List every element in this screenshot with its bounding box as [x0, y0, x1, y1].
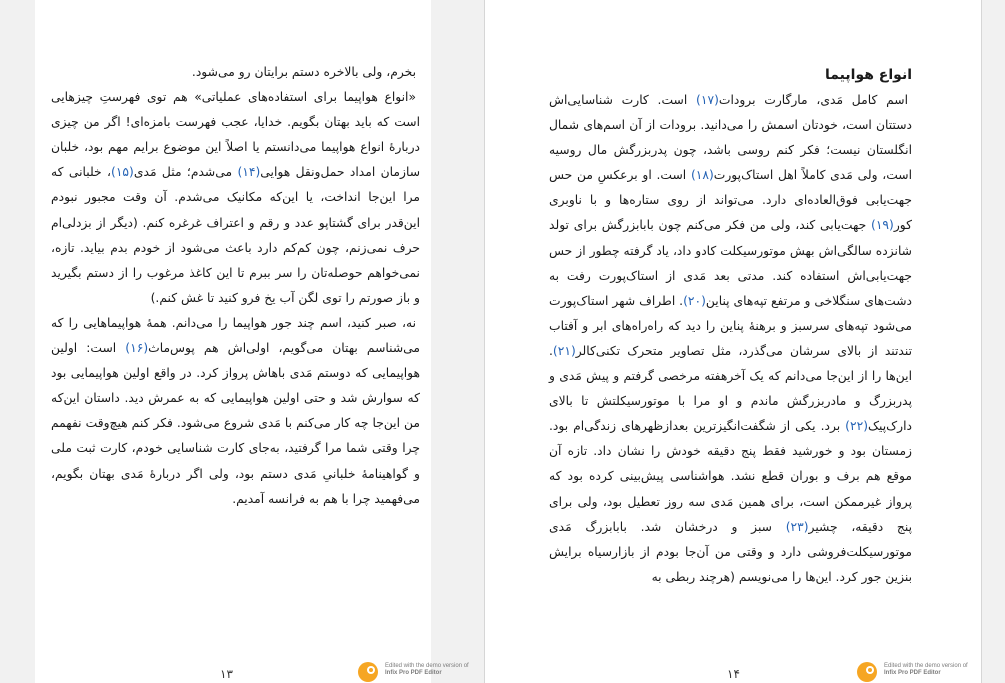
text-run: سبز و درخشان شد. بابابزرگ مَدی موتورسیکلت‌فروشی دارد و وقتی من آن‌جا بودم از بازارسیاه برایش بنزین جور کرد. این‌ها را می‌نویسم (هرچند ربطی به — [549, 519, 912, 584]
section-heading: انواع هواپیما — [825, 67, 912, 83]
text-run: برد. یکی از شگفت‌انگیزترین بعدازظهرهای زندگی‌ام بود. زمستان بود و خورشید فقط پنج دقیقه خودش را نشان داد. تازه آن موقع هم برف و بوران قطع نشد. هواشناسی پیش‌بینی کرده بود که پرواز غیرممکن است، برای همین مَدی سه روز تعطیل بود، ولی برای پنج دقیقه، چشیر — [549, 419, 912, 534]
text-run: . این‌ها را از این‌جا می‌دانم که یک آخرهفته مرخصی گرفتم و پیش مَدی و پدربزرگ و مادربزرگش ماندم و او مرا با موتورسیکلتش تا بالای دارک‌پیک — [549, 343, 912, 434]
text-run: بخرم، ولی بالاخره دستم برایتان رو می‌شود. — [191, 65, 416, 79]
watermark-line1: Edited with the demo version of — [884, 663, 968, 669]
text-run: «انواع هواپیما برای استفاده‌های عملیاتی» هم توی فهرستِ چیزهایی است که باید بهتان بگویم. خدایا، عجب فهرست بامزه‌ای! اگر من چیزی دربارهٔ انواع هواپیما می‌دانستم یا اصلاً این موضوع برایم مهم بود، خلبان سازمان امداد حمل‌ونقل هوایی — [51, 90, 421, 180]
text-run: جهت‌یابی کند، ولی من فکر می‌کنم چون بابابزرگش برای تولد شانزده سالگی‌اش بهش موتورسیکلت کادو داد، یاد گرفته چطور از حس جهت‌یابی‌اش استفاده کند. مدتی بعد مَدی از استاک‌پورت رفت به دشت‌های سنگلاخی و مرتفع تپه‌های پناین — [549, 218, 912, 308]
text-run: نه، صبر کنید، اسم چند جور هواپیما را می‌دانم. همهٔ هواپیماهایی را که می‌شناسم بهتان می‌گویم، اولی‌اش هم پوس‌ماث — [51, 315, 421, 356]
page-13 — [35, 0, 469, 683]
page-14 — [484, 0, 982, 683]
right-page-body — [549, 62, 912, 590]
citation-marker: (۲۱) — [552, 343, 576, 358]
infix-logo-icon — [856, 661, 878, 683]
infix-logo-icon — [357, 661, 379, 683]
viewer-background-gutter — [431, 0, 484, 683]
paragraph — [51, 311, 420, 512]
viewer-background-right — [982, 0, 1005, 683]
paragraph — [549, 88, 912, 590]
paragraph — [51, 60, 420, 85]
citation-marker: (۲۳) — [785, 519, 809, 534]
citation-marker: (۲۰) — [683, 293, 706, 308]
page-number: ۱۳ — [220, 667, 233, 681]
citation-marker: (۱۹) — [871, 218, 894, 233]
watermark-text — [884, 663, 984, 677]
text-run: ، خلبانی که مرا این‌جا انداخت، یا این‌که مکانیک می‌شدم. آن وقت مجبور نبودم این‌قدر برای گشتاپو عدد و رقم و اعتراف غرغره کنم. (دیگر از بزدلی‌ام حرف نمی‌زنم، چون کم‌کم دارد باعث می‌شود از خودم بدم بیاید. تازه، نمی‌خواهم حوصله‌تان را سر ببرم تا این کاغذ مرغوب را از دستم بگیرید و باز صورتم را توی لگن آب یخ فرو کنید تا غش کنم.) — [51, 165, 420, 305]
text-run: است. او برعکسِ من حس جهت‌یابی فوق‌العاده‌ای دارد. می‌تواند از روی ستاره‌ها و با ناوبری کور — [549, 168, 912, 233]
citation-marker: (۱۸) — [690, 168, 714, 183]
text-run: است: اولین هواپیمایی که دوستم مَدی باهاش پرواز کرد. در واقع اولین هواپیمایی بود که سوارش شد و حتی اولین هواپیمایی که به عمرش دید. داستان این‌که من این‌جا چه کار می‌کنم با مَدی شروع می‌شود. فکر کنم هیچ‌وقت نفهمم چرا وقتی شما مرا گرفتید، به‌جای کارت شناسایی خودم، کارت ثبت ملی و گواهینامهٔ خلبانیِ مَدی دستم بود، ولی اگر دربارهٔ مَدی بهتان بگویم، می‌فهمید چرا با هم به فرانسه آمدیم. — [51, 341, 420, 506]
text-run: می‌شدم؛ مثل مَدی — [133, 165, 238, 180]
citation-marker: (۱۶) — [125, 341, 149, 356]
text-run: اسم کامل مَدی، مارگارت برودات — [718, 93, 908, 107]
infix-watermark — [856, 659, 981, 683]
watermark-line1: Edited with the demo version of — [385, 663, 469, 669]
viewer-background-left — [0, 0, 35, 683]
page-number: ۱۴ — [727, 667, 740, 681]
citation-marker: (۱۷) — [696, 93, 719, 107]
text-run: است. کارت شناسایی‌اش دستتان است، خودتان اسمش را می‌دانید. برودات از آن اسم‌های شمال انگلستان نیست؛ فکر کنم روسی باشد، چون پدربزرگش مال روسیه است، ولی مَدی کاملاً اهل استاک‌پورت — [549, 93, 912, 183]
citation-marker: (۱۴) — [237, 165, 261, 180]
left-page-body — [51, 60, 420, 512]
paragraph — [51, 85, 420, 311]
watermark-text — [385, 663, 485, 677]
citation-marker: (۲۲) — [845, 419, 869, 434]
watermark-line2: Infix Pro PDF Editor — [884, 670, 941, 676]
watermark-line2: Infix Pro PDF Editor — [385, 670, 442, 676]
infix-watermark — [357, 659, 477, 683]
citation-marker: (۱۵) — [111, 165, 134, 180]
text-run: . اطراف شهر استاک‌پورت می‌شود تپه‌های سرسبز و برهنهٔ پناین را دید که راه‌راه‌های ابر و آفتاب تندتند از بالای سرشان می‌گذرد، مثل تصاویر متحرک تکنی‌کالر — [549, 293, 912, 358]
